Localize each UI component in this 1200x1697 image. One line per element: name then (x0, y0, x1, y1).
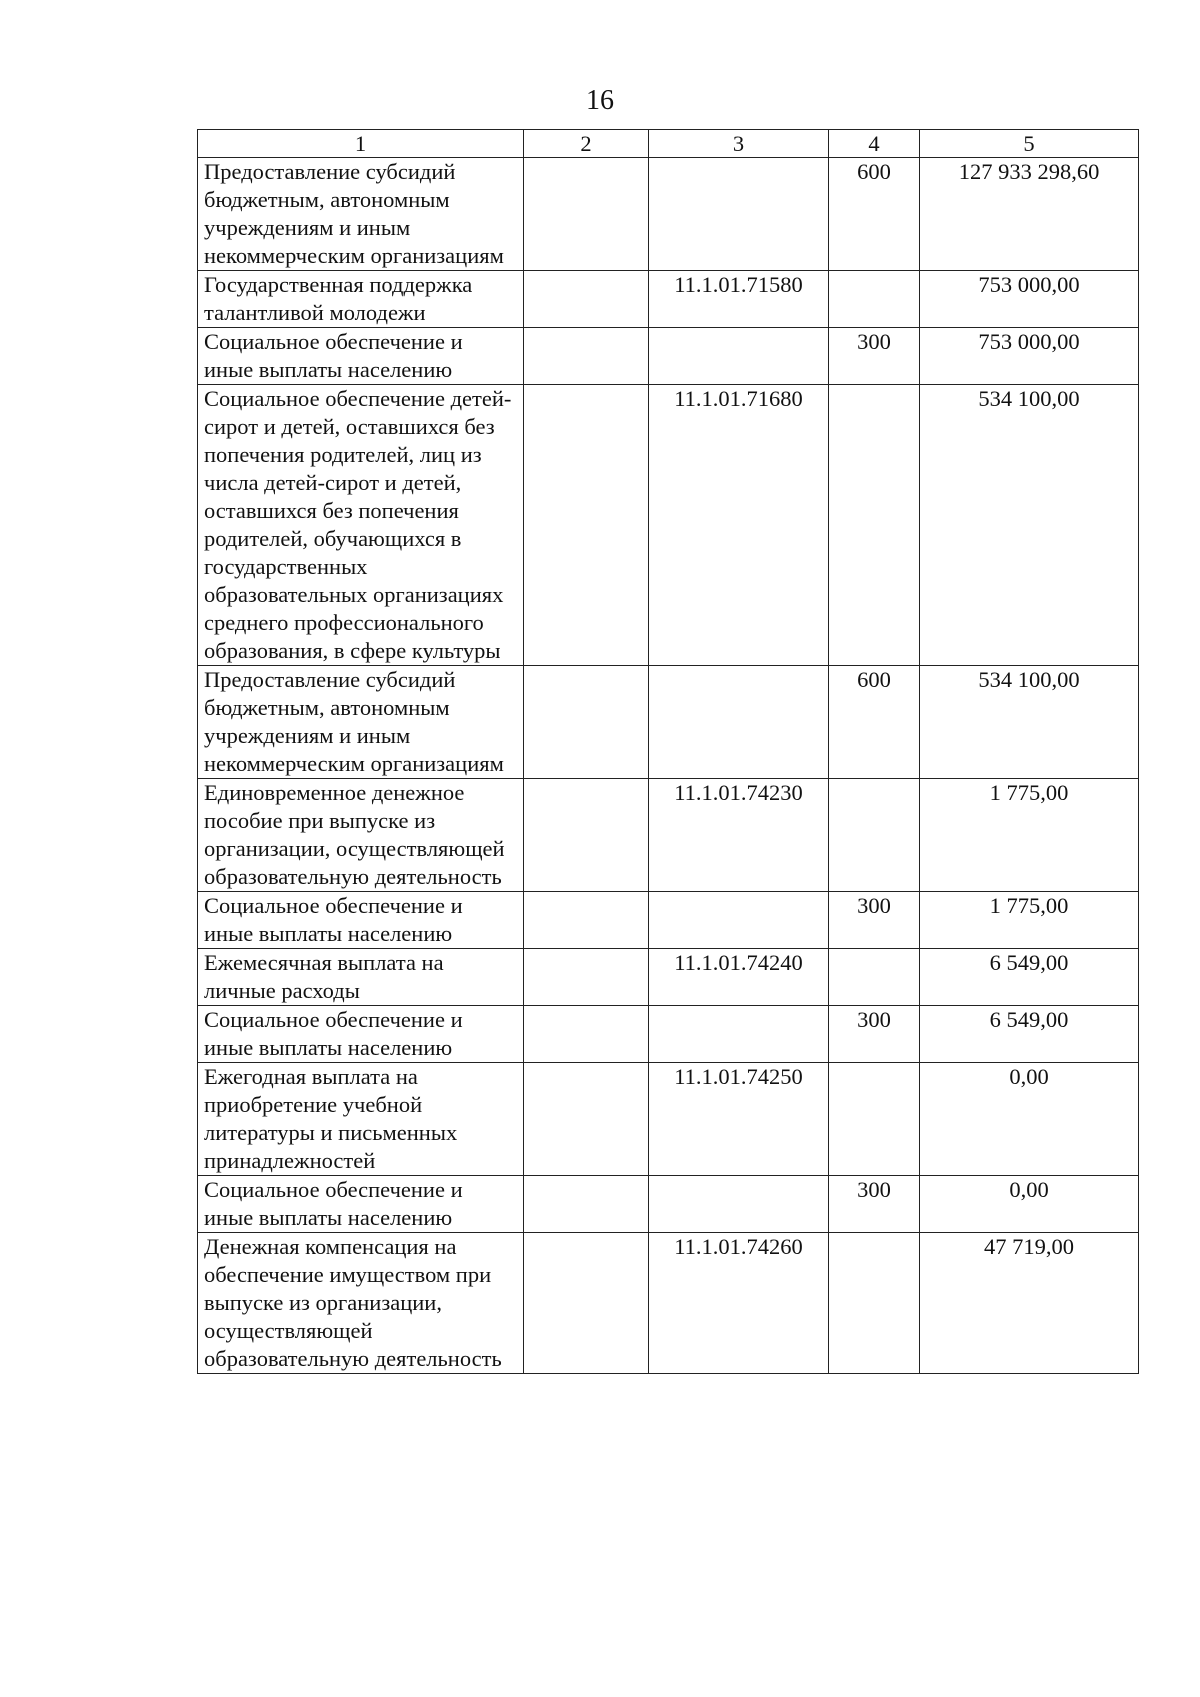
row-col2 (524, 892, 649, 949)
row-code (649, 1006, 829, 1063)
header-col-1: 1 (198, 130, 524, 158)
row-sum: 6 549,00 (920, 949, 1139, 1006)
row-name: Ежегодная выплата на приобретение учебной литературы и письменных принадлежностей (198, 1063, 524, 1176)
row-vr (829, 1063, 920, 1176)
row-name: Социальное обеспечение и иные выплаты населению (198, 1006, 524, 1063)
row-vr: 300 (829, 1176, 920, 1233)
header-row (198, 130, 1139, 158)
row-col2 (524, 666, 649, 779)
row-vr (829, 385, 920, 666)
row-name: Социальное обеспечение детей-сирот и детей, оставшихся без попечения родителей, лиц из числа детей-сирот и детей, оставшихся без попечения родителей, обучающихся в государственных образовательных организациях среднего профессионального образования, в сфере культуры (198, 385, 524, 666)
table-row (198, 949, 1139, 1006)
row-sum: 0,00 (920, 1176, 1139, 1233)
table-row (198, 158, 1139, 271)
row-sum: 753 000,00 (920, 271, 1139, 328)
row-code (649, 158, 829, 271)
row-name: Социальное обеспечение и иные выплаты населению (198, 892, 524, 949)
header-col-3: 3 (649, 130, 829, 158)
table-row (198, 271, 1139, 328)
row-sum: 1 775,00 (920, 892, 1139, 949)
row-col2 (524, 328, 649, 385)
row-vr: 300 (829, 1006, 920, 1063)
row-name: Предоставление субсидий бюджетным, автономным учреждениям и иным некоммерческим организациям (198, 666, 524, 779)
row-sum: 534 100,00 (920, 666, 1139, 779)
row-vr: 600 (829, 666, 920, 779)
row-col2 (524, 1063, 649, 1176)
row-code: 11.1.01.71680 (649, 385, 829, 666)
row-code: 11.1.01.74250 (649, 1063, 829, 1176)
header-col-4: 4 (829, 130, 920, 158)
table-row (198, 328, 1139, 385)
table-row (198, 892, 1139, 949)
table-row (198, 1233, 1139, 1374)
row-name: Предоставление субсидий бюджетным, автономным учреждениям и иным некоммерческим организациям (198, 158, 524, 271)
row-sum: 1 775,00 (920, 779, 1139, 892)
row-vr: 300 (829, 892, 920, 949)
row-col2 (524, 1176, 649, 1233)
row-sum: 534 100,00 (920, 385, 1139, 666)
row-col2 (524, 271, 649, 328)
row-col2 (524, 1233, 649, 1374)
table-row (198, 779, 1139, 892)
row-vr (829, 1233, 920, 1374)
table-row (198, 385, 1139, 666)
row-code: 11.1.01.71580 (649, 271, 829, 328)
row-code (649, 328, 829, 385)
row-name: Единовременное денежное пособие при выпуске из организации, осуществляющей образовательную деятельность (198, 779, 524, 892)
table-row (198, 1176, 1139, 1233)
row-code: 11.1.01.74260 (649, 1233, 829, 1374)
budget-table (197, 129, 1139, 1374)
row-col2 (524, 949, 649, 1006)
row-name: Денежная компенсация на обеспечение имуществом при выпуске из организации, осуществляющей образовательную деятельность (198, 1233, 524, 1374)
header-col-2: 2 (524, 130, 649, 158)
table-row (198, 666, 1139, 779)
row-col2 (524, 779, 649, 892)
row-sum: 127 933 298,60 (920, 158, 1139, 271)
row-vr (829, 271, 920, 328)
row-code (649, 666, 829, 779)
row-sum: 6 549,00 (920, 1006, 1139, 1063)
table-header (198, 130, 1139, 158)
row-sum: 753 000,00 (920, 328, 1139, 385)
row-name: Социальное обеспечение и иные выплаты населению (198, 328, 524, 385)
row-col2 (524, 158, 649, 271)
row-col2 (524, 1006, 649, 1063)
row-vr: 600 (829, 158, 920, 271)
row-name: Социальное обеспечение и иные выплаты населению (198, 1176, 524, 1233)
page-number: 16 (586, 85, 614, 116)
row-code (649, 1176, 829, 1233)
row-code (649, 892, 829, 949)
row-sum: 0,00 (920, 1063, 1139, 1176)
row-vr (829, 949, 920, 1006)
row-name: Ежемесячная выплата на личные расходы (198, 949, 524, 1006)
table-row (198, 1063, 1139, 1176)
row-name: Государственная поддержка талантливой молодежи (198, 271, 524, 328)
table-body (198, 158, 1139, 1374)
row-sum: 47 719,00 (920, 1233, 1139, 1374)
header-col-5: 5 (920, 130, 1139, 158)
row-vr: 300 (829, 328, 920, 385)
row-vr (829, 779, 920, 892)
row-col2 (524, 385, 649, 666)
row-code: 11.1.01.74240 (649, 949, 829, 1006)
row-code: 11.1.01.74230 (649, 779, 829, 892)
table-row (198, 1006, 1139, 1063)
